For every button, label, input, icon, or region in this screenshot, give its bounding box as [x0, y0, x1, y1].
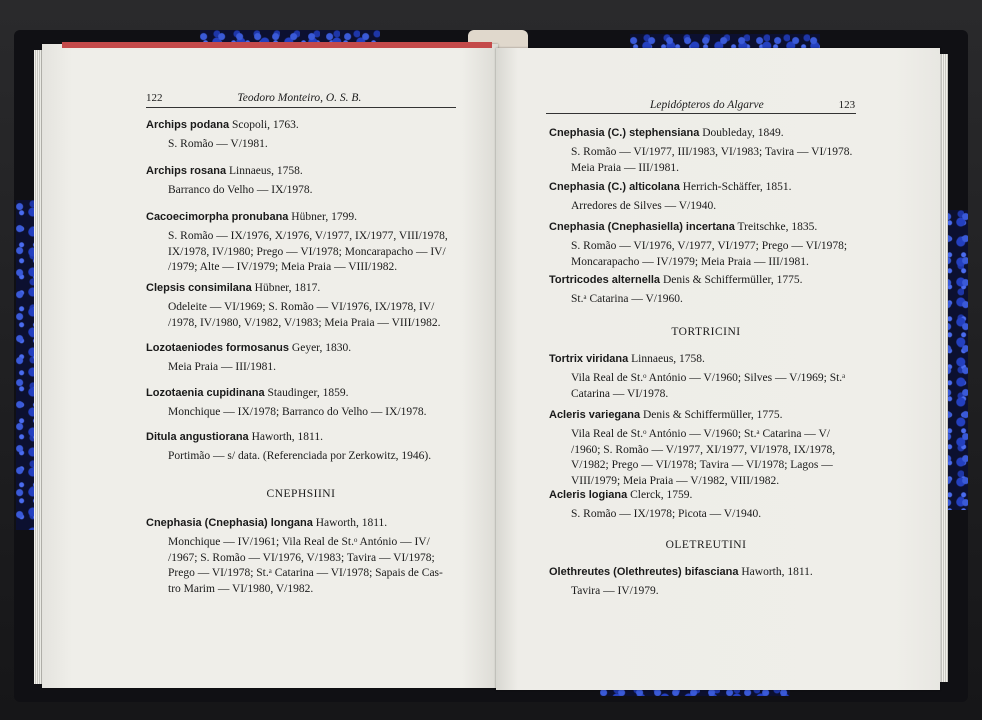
species-entry [146, 164, 466, 199]
species-name: Cnephasia (Cnephasiella) incertana [549, 221, 735, 233]
locality-line: Moncarapacho — IV/1979; Meia Praia — III/1981. [571, 255, 809, 268]
locality-text [146, 360, 466, 376]
locality-line: Portimão — s/ data. (Referenciada por Zerkowitz, 1946). [168, 450, 432, 462]
species-name: Cnephasia (C.) stephensiana [549, 127, 700, 139]
species-entry [549, 488, 869, 523]
locality-line: IX/1978, IV/1980; Prego — VI/1978; Moncarapacho — IV/ [168, 245, 446, 258]
species-name: Olethreutes (Olethreutes) bifasciana [549, 566, 739, 578]
species-author: Clerck, 1759. [627, 489, 693, 501]
species-author: Haworth, 1811. [312, 517, 388, 529]
locality-line: S. Romão — VI/1976, V/1977, VI/1977; Prego — VI/1978; [571, 240, 848, 252]
locality-text [146, 229, 466, 276]
species-entry [549, 565, 869, 600]
locality-text [549, 427, 869, 489]
locality-line: /1960; S. Romão — V/1977, XI/1977, VI/1978, IX/1978, [571, 443, 836, 456]
locality-text [549, 145, 869, 176]
species-heading [146, 516, 466, 530]
species-entry [146, 281, 466, 331]
species-entry [549, 273, 869, 308]
locality-line: /1979; Alte — IV/1979; Meia Praia — VIII/1982. [168, 261, 398, 273]
species-name: Archips podana [146, 119, 230, 131]
bookmark-ribbon [62, 42, 492, 48]
locality-line: Meia Praia — III/1981. [168, 361, 276, 373]
species-heading [549, 488, 869, 502]
locality-line: tro Marim — VI/1980, V/1982. [168, 582, 314, 595]
species-entry [146, 516, 466, 597]
species-heading [549, 273, 869, 287]
species-entry [146, 118, 466, 153]
species-name: Lozotaenia cupidinana [146, 387, 265, 399]
locality-text [146, 183, 466, 199]
species-name: Acleris variegana [549, 409, 641, 421]
locality-text [146, 137, 466, 153]
locality-line: Barranco do Velho — IX/1978. [168, 184, 313, 196]
species-author: Haworth, 1811. [248, 431, 323, 443]
locality-line: Vila Real de St.ᵒ António — V/1960; St.ᵃ Catarina — V/ [571, 428, 830, 440]
species-name: Acleris logiana [549, 489, 628, 501]
locality-text [146, 535, 466, 597]
locality-line: S. Romão — IX/1978; Picota — V/1940. [571, 508, 762, 520]
species-entry [549, 352, 869, 402]
locality-line: S. Romão — VI/1977, III/1983, VI/1983; Tavira — VI/1978. [571, 146, 853, 158]
left-running-head [146, 92, 361, 104]
locality-text [549, 371, 869, 402]
species-author: Haworth, 1811. [738, 566, 813, 578]
species-author: Herrich-Schäffer, 1851. [679, 181, 792, 193]
species-author: Treitschke, 1835. [734, 221, 818, 233]
right-page-number: 123 [838, 99, 856, 111]
species-entry [549, 408, 869, 489]
locality-line: S. Romão — IX/1976, X/1976, V/1977, IX/1977, VIII/1978, [168, 230, 448, 242]
species-author: Denis & Schiffermüller, 1775. [640, 409, 783, 421]
species-name: Cnephasia (Cnephasia) longana [146, 517, 313, 529]
species-name: Ditula angustiorana [146, 431, 249, 443]
species-author: Denis & Schiffermüller, 1775. [660, 274, 803, 286]
locality-line: Arredores de Silves — V/1940. [571, 200, 717, 212]
species-author: Hübner, 1799. [288, 211, 357, 223]
species-heading [146, 281, 466, 295]
species-heading [146, 386, 466, 400]
species-entry [549, 180, 869, 215]
locality-text [549, 507, 869, 523]
right-tribe-heading-2: OLETREUTINI [665, 539, 747, 551]
species-name: Cacoecimorpha pronubana [146, 211, 289, 223]
species-name: Tortricodes alternella [549, 274, 661, 286]
locality-text [549, 584, 869, 600]
locality-text [146, 405, 466, 421]
locality-line: Monchique — IX/1978; Barranco do Velho — IX/1978. [168, 406, 427, 418]
right-head-rule [546, 113, 856, 114]
species-entry [146, 386, 466, 421]
species-name: Archips rosana [146, 165, 227, 177]
species-entry [146, 341, 466, 376]
locality-line: Catarina — VI/1978. [571, 387, 669, 400]
locality-text [549, 239, 869, 270]
species-entry [549, 126, 869, 176]
species-author: Linnaeus, 1758. [628, 353, 705, 365]
species-heading [549, 220, 869, 234]
species-author: Hübner, 1817. [251, 282, 321, 294]
left-head-rule [146, 107, 456, 108]
locality-line: Vila Real de St.ᵒ António — V/1960; Silves — V/1969; St.ᵃ [571, 372, 846, 384]
species-entry [549, 220, 869, 270]
species-heading [146, 341, 466, 355]
right-running-title: Lepidópteros do Algarve [650, 99, 764, 111]
locality-text [549, 199, 869, 215]
species-author: Scopoli, 1763. [229, 119, 299, 131]
species-entry [146, 210, 466, 276]
species-author: Doubleday, 1849. [699, 127, 784, 139]
species-heading [146, 430, 466, 444]
species-author: Staudinger, 1859. [264, 387, 349, 399]
locality-line: St.ᵃ Catarina — V/1960. [571, 293, 683, 305]
species-heading [146, 164, 466, 178]
species-entry [146, 430, 466, 465]
species-name: Cnephasia (C.) alticolana [549, 181, 680, 193]
locality-line: Tavira — IV/1979. [571, 585, 659, 597]
locality-line: S. Romão — V/1981. [168, 138, 268, 150]
species-name: Tortrix viridana [549, 353, 629, 365]
species-heading [549, 126, 869, 140]
species-heading [549, 565, 869, 579]
locality-line: VIII/1979; Meia Praia — V/1982, VIII/1982. [571, 474, 780, 487]
left-tribe-heading: CNEPHSIINI [266, 488, 336, 500]
locality-text [549, 292, 869, 308]
left-page-number: 122 [146, 92, 163, 104]
locality-line: Prego — VI/1978; St.ᵃ Catarina — VI/1978; Sapais de Cas- [168, 567, 443, 579]
locality-line: Odeleite — VI/1969; S. Romão — VI/1976, IX/1978, IV/ [168, 301, 435, 313]
left-running-title: Teodoro Monteiro, O. S. B. [237, 92, 362, 104]
species-author: Geyer, 1830. [289, 342, 352, 354]
species-name: Lozotaeniodes formosanus [146, 342, 290, 354]
locality-line: Monchique — IV/1961; Vila Real de St.ᵒ António — IV/ [168, 536, 430, 548]
locality-line: /1978, IV/1980, V/1982, V/1983; Meia Praia — VIII/1982. [168, 316, 441, 329]
species-heading [549, 352, 869, 366]
marbled-cover-top-right [630, 34, 820, 48]
locality-line: /1967; S. Romão — VI/1976, V/1983; Tavira — VI/1978; [168, 551, 435, 564]
species-author: Linnaeus, 1758. [226, 165, 303, 177]
right-running-head [650, 99, 855, 111]
right-tribe-heading-1: TORTRICINI [671, 326, 741, 338]
species-heading [146, 118, 466, 132]
locality-line: Meia Praia — III/1981. [571, 161, 679, 174]
species-heading [549, 408, 869, 422]
locality-line: V/1982; Prego — VI/1978; Tavira — VI/1978; Lagos — [571, 459, 833, 471]
locality-text [146, 300, 466, 331]
locality-text [146, 449, 466, 465]
species-name: Clepsis consimilana [146, 282, 252, 294]
species-heading [549, 180, 869, 194]
species-heading [146, 210, 466, 224]
